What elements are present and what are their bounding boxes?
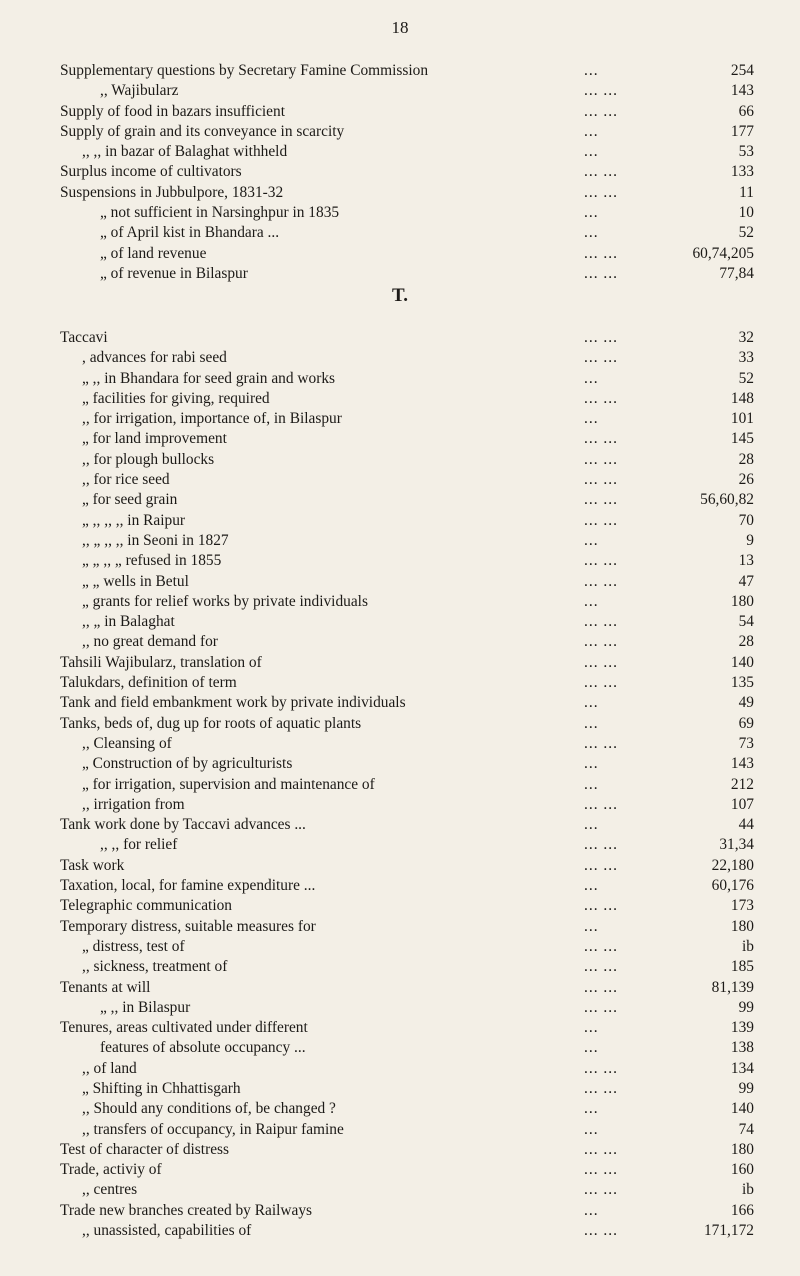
entry-page-ref: 56,60,82 (700, 491, 754, 509)
index-entry (60, 1120, 754, 1140)
entry-leader-dots: ... (584, 143, 599, 161)
entry-page-ref: 101 (730, 410, 754, 428)
entry-text: ,, for rice seed (82, 471, 170, 489)
index-entry (60, 102, 754, 122)
entry-leader-dots: ... (584, 714, 599, 732)
index-entry (60, 61, 754, 81)
entry-text: „ Construction of by agriculturists (82, 755, 293, 773)
entry-leader-dots: ... ... (584, 1079, 618, 1097)
entry-leader-dots: ... ... (584, 450, 618, 468)
index-section-s-continued (60, 61, 754, 284)
entry-page-ref: 22,180 (711, 856, 754, 874)
entry-text: ,, Cleansing of (82, 734, 172, 752)
entry-text: Talukdars, definition of term (60, 674, 237, 692)
entry-page-ref: 11 (739, 183, 754, 201)
entry-leader-dots: ... (584, 122, 599, 140)
entry-leader-dots: ... ... (584, 471, 618, 489)
entry-page-ref: 135 (730, 674, 754, 692)
index-entry (60, 632, 754, 652)
index-entry (60, 142, 754, 162)
entry-leader-dots: ... ... (584, 1059, 618, 1077)
entry-text: Taccavi (60, 329, 108, 346)
section-heading-t: T. (391, 285, 408, 306)
entry-text: ,, no great demand for (82, 633, 218, 651)
entry-text: Temporary distress, suitable measures for (60, 917, 316, 935)
entry-text: ,, Should any conditions of, be changed ? (82, 1100, 336, 1118)
entry-leader-dots: ... (584, 877, 599, 895)
entry-page-ref: 140 (730, 653, 754, 671)
entry-page-ref: 99 (738, 1079, 754, 1097)
entry-text: Suspensions in Jubbulpore, 1831-32 (60, 183, 284, 201)
index-entry (60, 917, 754, 937)
entry-leader-dots: ... ... (584, 163, 618, 181)
entry-text: „ for seed grain (82, 491, 178, 509)
index-section-t (60, 328, 754, 1241)
entry-page-ref: 185 (730, 958, 754, 976)
entry-page-ref: 53 (738, 143, 754, 161)
entry-leader-dots: ... ... (584, 613, 618, 631)
index-entry (60, 1201, 754, 1221)
entry-leader-dots: ... ... (584, 795, 618, 813)
entry-leader-dots: ... ... (584, 183, 618, 201)
entry-page-ref: 148 (730, 389, 754, 407)
index-entry (60, 795, 754, 815)
entry-text: Surplus income of cultivators (60, 163, 242, 181)
index-entry (60, 551, 754, 571)
index-entry (60, 244, 754, 264)
entry-page-ref: 171,172 (703, 1222, 754, 1240)
entry-page-ref: 180 (730, 1140, 754, 1158)
entry-leader-dots: ... ... (584, 430, 618, 448)
entry-page-ref: 49 (738, 694, 754, 712)
entry-text: ,, Wajibularz (100, 82, 179, 100)
index-entry (60, 1180, 754, 1200)
entry-leader-dots: ... ... (584, 856, 618, 874)
entry-leader-dots: ... (584, 204, 599, 222)
entry-text: „ Shifting in Chhattisgarh (82, 1079, 241, 1097)
entry-leader-dots: ... (584, 1201, 599, 1219)
entry-page-ref: 9 (746, 531, 754, 549)
entry-text: „ „ wells in Betul (82, 572, 189, 590)
index-entry (60, 1018, 754, 1038)
entry-leader-dots: ... (584, 410, 599, 428)
entry-text: Taxation, local, for famine expenditure ... (60, 877, 316, 895)
entry-leader-dots: ... ... (584, 244, 618, 262)
entry-leader-dots: ... ... (584, 264, 618, 282)
entry-page-ref: 26 (738, 471, 754, 489)
index-entry (60, 1160, 754, 1180)
entry-text: Supply of grain and its conveyance in scarcity (60, 122, 345, 140)
entry-text: „ for irrigation, supervision and maintenance of (82, 775, 375, 793)
entry-leader-dots: ... ... (584, 1222, 618, 1240)
entry-page-ref: 81,139 (711, 978, 754, 996)
entry-text: features of absolute occupancy ... (100, 1039, 306, 1057)
entry-text: Test of character of distress (60, 1140, 230, 1158)
entry-leader-dots: ... (584, 224, 599, 242)
entry-text: ,, of land (82, 1059, 137, 1077)
entry-page-ref: 180 (730, 917, 754, 935)
entry-text: „ not sufficient in Narsinghpur in 1835 (100, 204, 340, 222)
page-number: 18 (391, 18, 409, 37)
index-entry (60, 328, 754, 348)
index-entry (60, 775, 754, 795)
entry-page-ref: 139 (730, 1019, 754, 1037)
entry-page-ref: 44 (738, 816, 754, 834)
entry-text: „ of April kist in Bhandara ... (100, 224, 280, 242)
entry-text: „ for land improvement (82, 430, 227, 448)
entry-page-ref: 70 (738, 511, 754, 529)
index-entry (60, 714, 754, 734)
entry-text: „ distress, test of (82, 937, 185, 955)
entry-leader-dots: ... (584, 1039, 599, 1057)
entry-leader-dots: ... ... (584, 572, 618, 590)
entry-text: ,, sickness, treatment of (82, 958, 228, 976)
entry-page-ref: 212 (730, 775, 754, 793)
index-entry (60, 264, 754, 284)
entry-page-ref: 47 (738, 572, 754, 590)
entry-text: Tenures, areas cultivated under different (60, 1019, 308, 1037)
entry-page-ref: 52 (738, 369, 754, 387)
entry-text: ,, transfers of occupancy, in Raipur famine (82, 1120, 344, 1138)
entry-text: Trade, activiy of (60, 1161, 162, 1179)
entry-page-ref: 77,84 (719, 264, 754, 282)
entry-text: Telegraphic communication (60, 897, 233, 915)
index-entry (60, 876, 754, 896)
index-entry (60, 450, 754, 470)
entry-text: Trade new branches created by Railways (60, 1201, 313, 1219)
entry-page-ref: 143 (730, 82, 754, 100)
index-entry (60, 1038, 754, 1058)
entry-text: Tenants at will (60, 978, 151, 996)
entry-page-ref: 254 (730, 62, 754, 79)
index-entry (60, 572, 754, 592)
entry-text: „ grants for relief works by private individuals (82, 592, 368, 610)
index-entry (60, 896, 754, 916)
index-entry (60, 815, 754, 835)
index-entry (60, 429, 754, 449)
entry-text: ,, for irrigation, importance of, in Bilaspur (82, 410, 342, 428)
entry-leader-dots: ... ... (584, 937, 618, 955)
index-entry (60, 81, 754, 101)
entry-page-ref: 134 (730, 1059, 754, 1077)
index-entry (60, 754, 754, 774)
entry-page-ref: 69 (738, 714, 754, 732)
index-entry (60, 693, 754, 713)
index-entry (60, 183, 754, 203)
entry-text: „ of land revenue (100, 244, 207, 262)
index-entry (60, 937, 754, 957)
entry-leader-dots: ... (584, 369, 599, 387)
entry-leader-dots: ... (584, 592, 599, 610)
entry-text: „ facilities for giving, required (82, 389, 270, 407)
entry-text: „ ,, ,, ,, in Raipur (82, 511, 186, 529)
index-entry (60, 389, 754, 409)
entry-leader-dots: ... ... (584, 491, 618, 509)
entry-leader-dots: ... ... (584, 653, 618, 671)
index-entry (60, 1059, 754, 1079)
entry-page-ref: 66 (738, 102, 754, 120)
entry-leader-dots: ... (584, 1019, 599, 1037)
entry-leader-dots: ... ... (584, 958, 618, 976)
entry-page-ref: 107 (730, 795, 754, 813)
entry-text: Tanks, beds of, dug up for roots of aquatic plants (60, 714, 362, 732)
entry-leader-dots: ... ... (584, 102, 618, 120)
entry-page-ref: ib (742, 937, 754, 955)
index-entry (60, 856, 754, 876)
entry-page-ref: 138 (730, 1039, 754, 1057)
entry-leader-dots: ... ... (584, 552, 618, 570)
entry-text: Tahsili Wajibularz, translation of (60, 653, 262, 671)
entry-page-ref: 173 (730, 897, 754, 915)
entry-text: ,, „ in Balaghat (82, 613, 175, 631)
entry-leader-dots: ... (584, 531, 599, 549)
entry-text: Supply of food in bazars insufficient (60, 102, 285, 120)
entry-page-ref: 28 (738, 450, 754, 468)
entry-page-ref: 145 (730, 430, 754, 448)
entry-page-ref: 140 (730, 1100, 754, 1118)
entry-page-ref: 74 (738, 1120, 754, 1138)
index-entry (60, 409, 754, 429)
entry-leader-dots: ... ... (584, 349, 618, 367)
index-entry (60, 203, 754, 223)
entry-text: ,, centres (82, 1181, 138, 1199)
entry-text: ,, irrigation from (82, 795, 185, 813)
entry-leader-dots: ... (584, 694, 599, 712)
entry-leader-dots: ... (584, 1120, 599, 1138)
entry-text: „ of revenue in Bilaspur (100, 264, 248, 282)
entry-leader-dots: ... (584, 1100, 599, 1118)
index-entry (60, 531, 754, 551)
entry-text: „ ,, in Bilaspur (100, 998, 191, 1016)
index-entry (60, 653, 754, 673)
entry-text: Supplementary questions by Secretary Famine Commission (60, 62, 429, 79)
entry-text: ,, „ ,, ,, in Seoni in 1827 (82, 531, 229, 549)
entry-leader-dots: ... ... (584, 329, 618, 346)
index-entry (60, 122, 754, 142)
entry-page-ref: 73 (738, 734, 754, 752)
entry-leader-dots: ... ... (584, 836, 618, 854)
entry-page-ref: 180 (730, 592, 754, 610)
entry-text: „ ,, in Bhandara for seed grain and works (82, 369, 336, 387)
entry-page-ref: 31,34 (719, 836, 754, 854)
entry-leader-dots: ... (584, 775, 599, 793)
entry-leader-dots: ... (584, 917, 599, 935)
entry-page-ref: ib (742, 1181, 754, 1199)
index-entry (60, 612, 754, 632)
index-entry (60, 978, 754, 998)
entry-page-ref: 160 (730, 1161, 754, 1179)
entry-leader-dots: ... (584, 62, 599, 79)
index-entry (60, 592, 754, 612)
entry-text: Task work (60, 856, 125, 874)
entry-page-ref: 10 (738, 204, 754, 222)
entry-leader-dots: ... ... (584, 897, 618, 915)
index-entry (60, 835, 754, 855)
entry-leader-dots: ... ... (584, 511, 618, 529)
entry-text: „ „ ,, „ refused in 1855 (82, 552, 222, 570)
entry-text: ,, unassisted, capabilities of (82, 1222, 252, 1240)
entry-text: Tank and field embankment work by private individuals (60, 694, 406, 712)
entry-leader-dots: ... ... (584, 633, 618, 651)
entry-page-ref: 60,176 (711, 877, 754, 895)
index-entry (60, 1099, 754, 1119)
entry-leader-dots: ... ... (584, 734, 618, 752)
index-entry (60, 957, 754, 977)
index-entry (60, 162, 754, 182)
entry-page-ref: 143 (730, 755, 754, 773)
entry-page-ref: 99 (738, 998, 754, 1016)
entry-page-ref: 28 (738, 633, 754, 651)
index-entry (60, 348, 754, 368)
entry-text: ,, ,, for relief (100, 836, 178, 854)
entry-leader-dots: ... ... (584, 998, 618, 1016)
entry-leader-dots: ... ... (584, 1181, 618, 1199)
entry-page-ref: 177 (730, 122, 754, 140)
index-entry (60, 511, 754, 531)
entry-leader-dots: ... ... (584, 1161, 618, 1179)
entry-page-ref: 32 (738, 329, 754, 346)
index-entry (60, 369, 754, 389)
entry-leader-dots: ... ... (584, 1140, 618, 1158)
entry-page-ref: 13 (738, 552, 754, 570)
entry-leader-dots: ... ... (584, 82, 618, 100)
index-entry (60, 1140, 754, 1160)
entry-leader-dots: ... ... (584, 978, 618, 996)
entry-page-ref: 54 (738, 613, 754, 631)
index-entry (60, 734, 754, 754)
index-entry (60, 1221, 754, 1241)
entry-leader-dots: ... ... (584, 674, 618, 692)
entry-leader-dots: ... (584, 755, 599, 773)
entry-page-ref: 133 (730, 163, 754, 181)
entry-text: Tank work done by Taccavi advances ... (60, 816, 306, 834)
entry-page-ref: 52 (738, 224, 754, 242)
entry-text: ,, ,, in bazar of Balaghat withheld (82, 143, 288, 161)
index-entry (60, 673, 754, 693)
entry-text: , advances for rabi seed (82, 349, 227, 367)
index-entry (60, 490, 754, 510)
entry-page-ref: 166 (730, 1201, 754, 1219)
entry-text: ,, for plough bullocks (82, 450, 215, 468)
entry-page-ref: 33 (738, 349, 754, 367)
entry-page-ref: 60,74,205 (692, 244, 754, 262)
index-entry (60, 1079, 754, 1099)
index-entry (60, 470, 754, 490)
index-entry (60, 998, 754, 1018)
entry-leader-dots: ... (584, 816, 599, 834)
index-entry (60, 223, 754, 243)
entry-leader-dots: ... ... (584, 389, 618, 407)
